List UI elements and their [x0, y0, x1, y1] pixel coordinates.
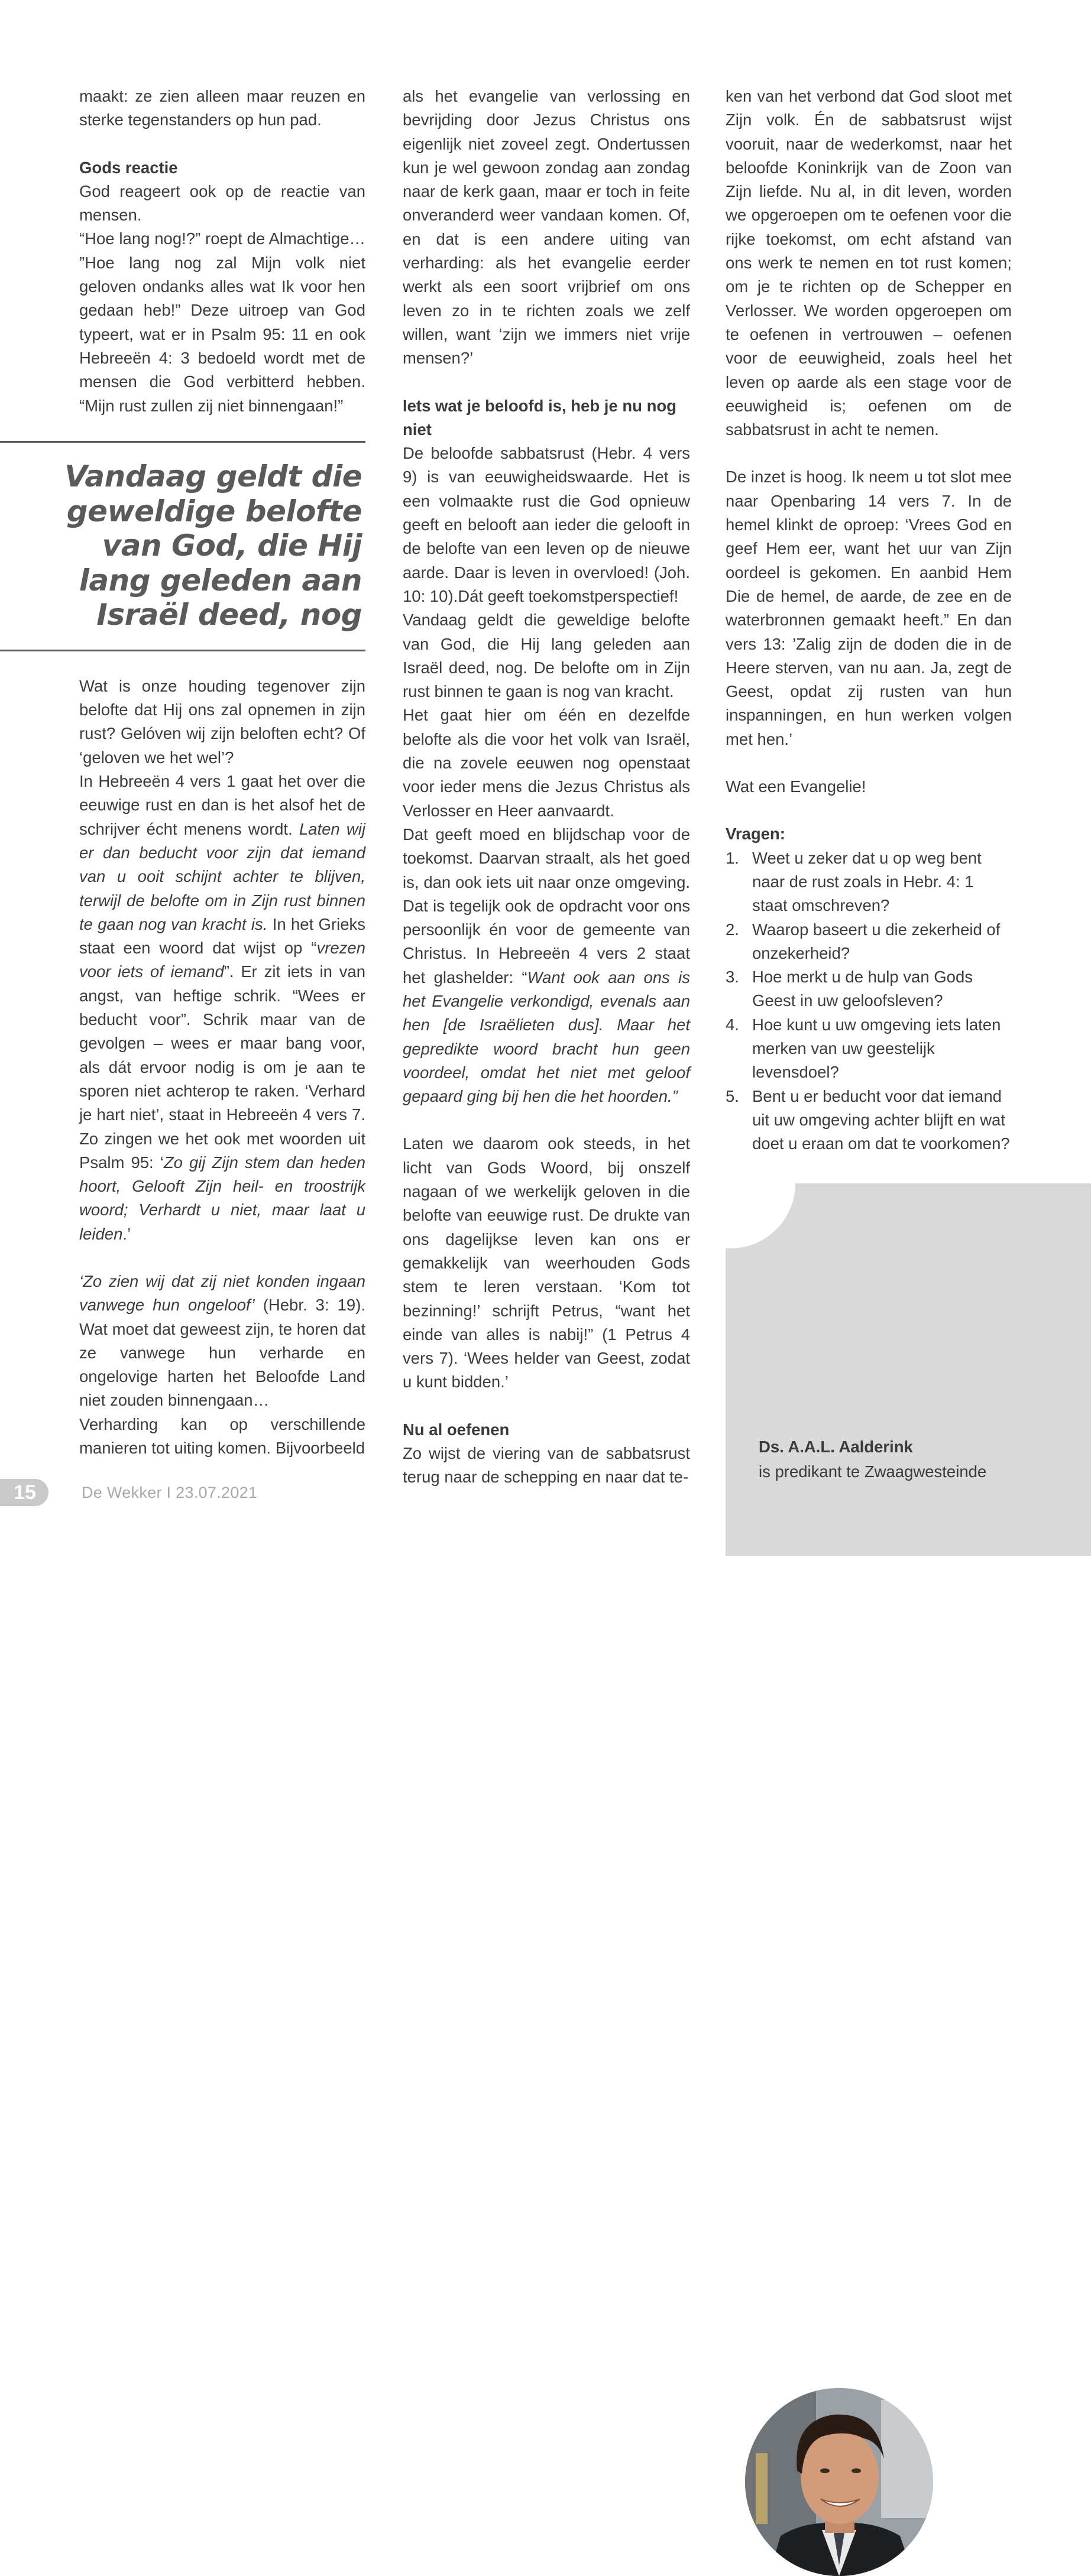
section-heading: Gods reactie: [79, 158, 178, 177]
paragraph: “Hoe lang nog!?” roept de Almachtige… ”Hoe lang nog zal Mijn volk niet geloven ondanks alles wat Ik voor hen gedaan heb!” Deze uitroep van God typeert, wat er in Psalm 95: 11 en ook Hebreeën 4: 3 bedoeld wordt met de mensen die God verbitterd hebben. “Mijn rust zullen zij niet binnengaan!”: [79, 229, 365, 415]
article-column-2: [403, 85, 690, 1490]
section-heading: Iets wat je beloofd is, heb je nu nog niet: [403, 396, 676, 439]
paragraph: ‘Zo zien wij dat zij niet konden ingaan vanwege hun ongeloof’ (Hebr. 3: 19). Wat moet dat geweest zijn, te horen dat ze vanwege hun verharde en ongelovige harten het Beloofde Land niet zouden binnengaan…: [79, 1271, 365, 1410]
paragraph: ken van het verbond dat God sloot met Zijn volk. Én de sabbatsrust wijst vooruit, naar de wederkomst, naar het beloofde Koninkrijk van de Zoon van Zijn liefde. Nu al, in dit leven, worden we opgeroepen om te oefenen voor die rijke toekomst, om echt afstand van ons werk te nemen en tot rust komen; om je te richten op de Schepper en Verlosser. We worden opgeroepen om te oefenen in vertrouwen – oefenen voor de eeuwigheid, zoals heel het leven op aarde als een stage voor de eeuwigheid is; oefenen om de sabbatsrust in acht te nemen.: [726, 87, 1012, 439]
author-role: is predikant te Zwaagwesteinde: [759, 1462, 987, 1481]
paragraph: als het evangelie van verlossing en bevrijding door Jezus Christus ons eigenlijk niet zoveel zegt. Ondertussen kun je wel gewoon zondag aan zondag naar de kerk gaan, maar er toch in feite onveranderd weer vandaan komen. Of, en dat is een andere uiting van verharding: als het evangelie eerder werkt als een soort vrijbrief om ons leven zo in te richten zoals we zelf willen, want ‘zijn we immers niet vrije mensen?’: [403, 87, 690, 368]
author-photo: [745, 2388, 933, 2576]
author-name: Ds. A.A.L. Aalderink: [759, 1438, 913, 1456]
list-item: 1. Weet u zeker dat u op weg bent naar de rust zoals in Hebr. 4: 1 staat omschreven?: [726, 848, 982, 915]
list-item: 2. Waarop baseert u die zekerheid of onzekerheid?: [726, 920, 1001, 962]
paragraph: Wat is onze houding tegenover zijn belofte dat Hij ons zal opnemen in zijn rust? Gelóven wij zijn beloften echt? Of ‘geloven we het wel’?: [79, 676, 365, 767]
page-number: 15: [0, 1479, 48, 1506]
section-heading: Nu al oefenen: [403, 1420, 510, 1439]
section-heading: Vragen:: [726, 825, 785, 843]
article-column-3: [726, 85, 1012, 1156]
list-item: 3. Hoe merkt u de hulp van Gods Geest in uw geloofsleven?: [726, 968, 973, 1010]
paragraph: De inzet is hoog. Ik neem u tot slot mee naar Openbaring 14 vers 7. In de hemel klinkt de oproep: ‘Vrees God en geef Hem eer, want het uur van Zijn oordeel is gekomen. En aanbid Hem Die de hemel, de aarde, de zee en de waterbronnen gemaakt heeft.” En dan vers 13: ’Zalig zijn de doden die in de Heere sterven, van nu aan. Ja, zegt de Geest, opdat zij rusten van hun inspanningen, en hun werken volgen met hen.’: [726, 468, 1012, 748]
paragraph: Wat een Evangelie!: [726, 777, 866, 796]
paragraph: De beloofde sabbatsrust (Hebr. 4 vers 9) is van eeuwigheidswaarde. Het is een volmaakte rust die God opnieuw geeft en belooft aan ieder die gelooft in de belofte van een leven op de nieuwe aarde. Daar is leven in overvloed! (Joh. 10: 10).Dát geeft toekomstperspectief!: [403, 444, 690, 605]
publication-info: De Wekker I 23.07.2021: [82, 1484, 258, 1501]
paragraph: Het gaat hier om één en dezelfde belofte als die voor het volk van Israël, die na zovele eeuwen nog openstaat voor ieder mens die Jezus Christus als Verlosser en Heer aanvaardt.: [403, 706, 690, 820]
paragraph: Dat geeft moed en blijdschap voor de toekomst. Daarvan straalt, als het goed is, dan ook iets uit naar onze omgeving. Dat is tegelijk ook de opdracht voor ons persoonlijk én voor de gemeente van Christus. In Hebreeën 4 vers 2 staat het glashelder: “Want ook aan ons is het Evangelie verkondigd, evenals aan hen [de Israëlieten dus]. Maar het gepredikte woord bracht hun geen voordeel, omdat het niet met geloof gepaard ging bij hen die het hoorden.”: [403, 825, 690, 1106]
paragraph: In Hebreeën 4 vers 1 gaat het over die eeuwige rust en dan is het alsof het de schrijver écht menens wordt. Laten wij er dan beducht voor zijn dat iemand van u ooit schijnt achter te blijven, terwijl de belofte om in Zijn rust binnen te gaan nog van kracht is. In het Grieks staat een woord dat wijst op “vrezen voor iets of iemand”. Er zit iets in van angst, van heftige schrik. “Wees er beducht voor”. Schrik maar van de gevolgen – wees er maar bang voor, als dát ervoor nodig is om je aan te sporen niet achterop te raken. ‘Verhard je hart niet’, staat in Hebreeën 4 vers 7. Zo zingen we het ook met woorden uit Psalm 95: ‘Zo gij Zijn stem dan heden hoort, Gelooft Zijn heil- en troostrijk woord; Verhardt u niet, maar laat u leiden.’: [79, 772, 366, 1243]
list-item: 5. Bent u er beducht voor dat iemand uit uw omgeving achter blijft en wat doet u eraan om dat te voorkomen?: [726, 1086, 1010, 1153]
article-column-1: [79, 85, 365, 1460]
pull-quote-text: Vandaag geldt die geweldige belofte van God, die Hij lang geleden aan Israël deed, nog: [64, 459, 362, 632]
paragraph: Vandaag geldt die geweldige belofte van God, die Hij lang geleden aan Israël deed, nog. De belofte om in Zijn rust binnen te gaan is nog van kracht.: [403, 611, 690, 701]
paragraph: Verharding kan op verschillende manieren tot uiting komen. Bijvoorbeeld: [79, 1414, 365, 1458]
paragraph: Laten we daarom ook steeds, in het licht van Gods Woord, bij onszelf nagaan of we werkelijk geloven in die belofte van eeuwige rust. De drukte van ons dagelijkse leven kan ons er gemakkelijk van weerhouden Gods stem te leren verstaan. ‘Kom tot bezinning!’ schrijft Petrus, “want het einde van alles is nabij!” (1 Petrus 4 vers 7). ‘Wees helder van Geest, zodat u kunt bidden.’: [403, 1134, 690, 1391]
portrait-image: [745, 2388, 933, 2576]
paragraph: maakt: ze zien alleen maar reuzen en sterke tegenstanders op hun pad.: [79, 87, 365, 129]
author-box: [726, 1183, 1091, 1556]
paragraph: Zo wijst de viering van de sabbatsrust terug naar de schepping en naar dat te-: [403, 1444, 690, 1487]
paragraph: God reageert ook op de reactie van mensen.: [79, 181, 365, 225]
questions-list: [726, 846, 1012, 1156]
pull-quote: [0, 441, 365, 651]
list-item: 4. Hoe kunt u uw omgeving iets laten merken van uw geestelijk levensdoel?: [726, 1015, 1001, 1082]
